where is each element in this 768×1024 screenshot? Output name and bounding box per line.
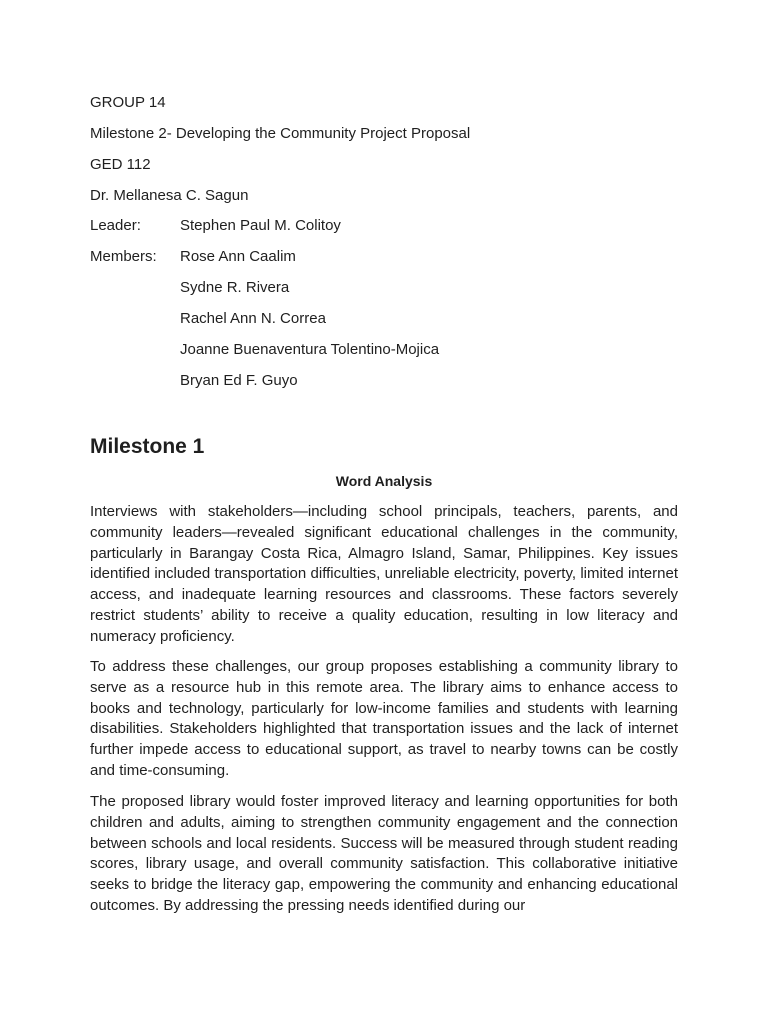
member-row [90,279,289,297]
member-row [90,310,326,328]
instructor-name: Dr. Mellanesa C. Sagun [90,187,249,204]
member-name: Rachel Ann N. Correa [180,310,326,327]
members-row [90,248,296,266]
members-label: Members: [90,248,157,265]
member-name: Rose Ann Caalim [180,248,296,265]
leader-name: Stephen Paul M. Colitoy [180,217,341,234]
member-row [90,372,298,390]
group-label: GROUP 14 [90,94,166,111]
body-paragraph: To address these challenges, our group proposes establishing a community library to serve as a resource hub in this remote area. The library aims to enhance access to books and technology, particularly for low-income families and students with learning disabilities. Stakeholders highlighted that transportation issues and the lack of internet further impede access to educational support, as travel to nearby towns can be costly and time-consuming. [90,658,678,779]
body-paragraph: Interviews with stakeholders—including school principals, teachers, parents, and community leaders—revealed significant educational challenges in the community, particularly in Barangay Costa Rica, Almagro Island, Samar, Philippines. Key issues identified included transportation difficulties, unreliable electricity, poverty, limited internet access, and inadequate learning resources and classrooms. These factors severely restrict students’ ability to receive a quality education, resulting in low literacy and numeracy proficiency. [90,503,678,645]
member-row [90,341,439,359]
body-paragraph: The proposed library would foster improved literacy and learning opportunities for both children and adults, aiming to strengthen community engagement and the connection between schools and local residents. Success will be measured through student reading scores, library usage, and overall community satisfaction. This collaborative initiative seeks to bridge the literacy gap, empowering the community and enhancing educational outcomes. By addressing the pressing needs identified during our [90,793,678,914]
leader-label: Leader: [90,217,141,234]
member-name: Joanne Buenaventura Tolentino-Mojica [180,341,440,358]
section-heading: Milestone 1 [90,435,205,458]
leader-row [90,217,341,235]
milestone-title: Milestone 2- Developing the Community Project Proposal [90,125,471,142]
member-name: Bryan Ed F. Guyo [180,372,298,389]
course-code: GED 112 [90,156,151,173]
section-subheading: Word Analysis [335,473,433,489]
member-name: Sydne R. Rivera [180,279,290,296]
